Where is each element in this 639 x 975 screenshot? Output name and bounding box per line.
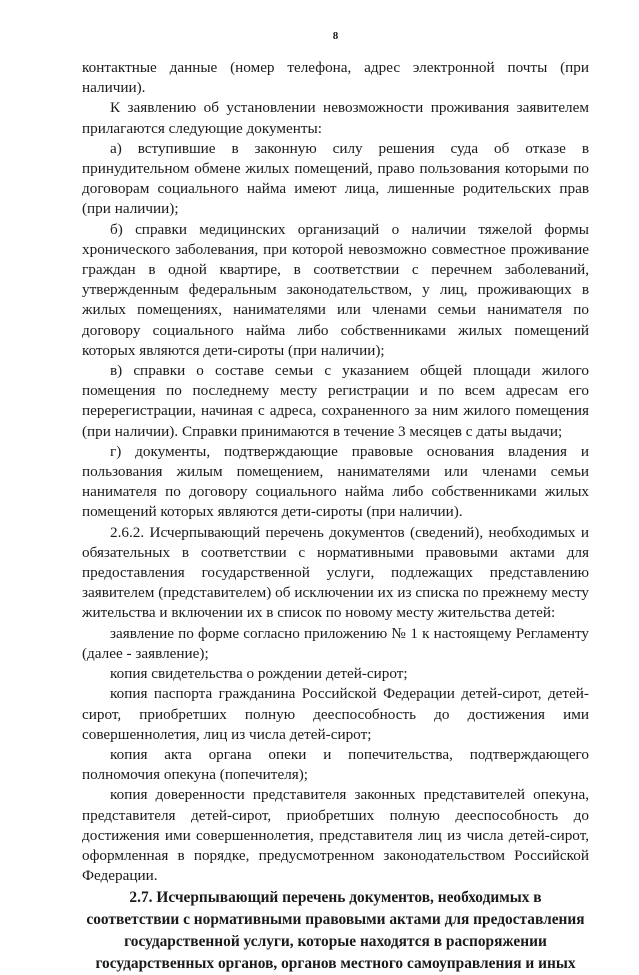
paragraph: в) справки о составе семьи с указанием общей площади жилого помещения по последнему месту регистрации и по всем адресам его перерегистрации, начиная с адреса, сохраненного за ним жилого помещения (при наличии). Справки принимаются в течение 3 месяцев с даты выдачи; bbox=[82, 362, 589, 440]
heading-line: 2.7. Исчерпывающий перечень документов, необходимых в bbox=[129, 889, 542, 907]
document-body bbox=[82, 58, 589, 886]
paragraph: г) документы, подтверждающие правовые основания владения и пользования жилым помещением, нанимателями или членами семьи нанимателя по договору социального найма либо собственниками жилых помещений которых являются дети-сироты (при наличии). bbox=[82, 442, 589, 521]
heading-line: соответствии с нормативными правовыми актами для предоставления bbox=[86, 911, 585, 929]
paragraph: заявление по форме согласно приложению № 1 к настоящему Регламенту (далее - заявление); bbox=[82, 624, 589, 662]
heading-line: государственных органов, органов местного самоуправления и иных bbox=[95, 955, 576, 973]
page-number: 8 bbox=[332, 30, 339, 42]
paragraph: а) вступившие в законную силу решения суда об отказе в принудительном обмене жилых помещений, право пользования которыми по договорам социального найма имеют лица, лишенные родительских прав (при наличии); bbox=[82, 139, 589, 218]
paragraph: 2.6.2. Исчерпывающий перечень документов (сведений), необходимых и обязательных в соответствии с нормативными правовыми актами для предоставления государственной услуги, подлежащих представлению заявителем (представителем) об исключении их из списка по прежнему месту жительства и включении их в список по новому месту жительства детей: bbox=[82, 523, 589, 622]
section-heading bbox=[82, 887, 589, 975]
paragraph: копия акта органа опеки и попечительства, подтверждающего полномочия опекуна (попечителя); bbox=[82, 745, 589, 784]
paragraph: копия свидетельства о рождении детей-сирот; bbox=[110, 665, 408, 683]
paragraph: К заявлению об установлении невозможности проживания заявителем прилагаются следующие документы: bbox=[82, 99, 589, 137]
paragraph: контактные данные (номер телефона, адрес электронной почты (при наличии). bbox=[82, 59, 589, 97]
paragraph: копия паспорта гражданина Российской Федерации детей-сирот, детей-сирот, приобретших полную дееспособность до достижения ими совершеннолетия, лиц из числа детей-сирот; bbox=[82, 685, 589, 743]
heading-line: государственной услуги, которые находятся в распоряжении bbox=[124, 933, 547, 951]
paragraph: копия доверенности представителя законных представителей опекуна, представителя детей-сирот, приобретших полную дееспособность до достижения ими совершеннолетия, представителя лиц из числа детей-сирот, оформленная в порядке, предусмотренном законодательством Российской Федерации. bbox=[82, 786, 589, 885]
paragraph: б) справки медицинских организаций о наличии тяжелой формы хронического заболевания, при которой невозможно совместное проживание граждан в одной квартире, в соответствии с перечнем заболеваний, утвержденным федеральным законодательством, у лиц, проживающих в жилых помещениях, нанимателями или членами семьи нанимателя по договору социального найма либо собственниками жилых помещений которых являются дети-сироты (при наличии); bbox=[82, 220, 589, 359]
